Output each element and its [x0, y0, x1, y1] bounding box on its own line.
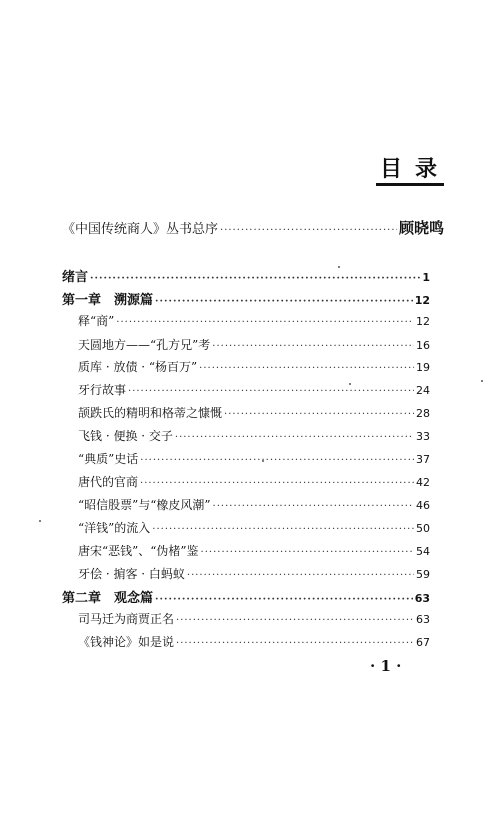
preface-author: 顾晓鸣 [398, 219, 444, 237]
toc-entry [78, 450, 430, 467]
scan-speck [349, 383, 351, 385]
title-underline [376, 183, 444, 186]
dot-leader [155, 296, 413, 307]
entry-title: 第一章 溯源篇 [62, 293, 154, 308]
entry-page: 54 [416, 545, 430, 558]
entry-title: “洋钱”的流入 [78, 521, 151, 535]
entry-title: 唐代的官商 [78, 475, 139, 489]
dot-leader [187, 570, 414, 581]
toc-entry [78, 358, 430, 375]
entry-title: 第二章 观念篇 [62, 591, 154, 606]
toc-entry [78, 610, 430, 627]
dot-leader [199, 363, 414, 374]
dot-leader [224, 409, 414, 420]
entry-page: 63 [414, 592, 430, 605]
entry-page: 42 [416, 476, 430, 489]
dot-leader [128, 386, 414, 397]
toc-entry [78, 473, 430, 490]
toc-entry [78, 565, 430, 582]
dot-leader [140, 455, 414, 466]
entry-page: 46 [416, 499, 430, 512]
toc-entry [78, 542, 430, 559]
entry-title: 释“商” [78, 314, 115, 328]
entry-title: 司马迁为商贾正名 [78, 612, 175, 626]
dot-leader [220, 225, 397, 236]
entry-page: 33 [416, 430, 430, 443]
entry-page: 12 [414, 294, 430, 307]
entry-page: 37 [416, 453, 430, 466]
entry-page: 1 [422, 271, 430, 284]
entry-title: “典质”史话 [78, 452, 139, 466]
entry-title: 质库 · 放债 · “杨百万” [78, 360, 198, 374]
preface-entry [62, 217, 444, 238]
dot-leader [175, 432, 414, 443]
toc-entry [78, 633, 430, 650]
entry-page: 59 [416, 568, 430, 581]
entry-title: 飞钱 · 便换 · 交子 [78, 429, 173, 443]
entry-title: 牙行故事 [78, 383, 127, 397]
dot-leader [116, 317, 414, 328]
preface-title: 《中国传统商人》丛书总序 [62, 222, 219, 237]
toc-entry [62, 266, 430, 285]
toc-entry [78, 496, 430, 513]
entry-page: 16 [416, 339, 430, 352]
entry-page: 50 [416, 522, 430, 535]
dot-leader [201, 547, 414, 558]
toc-entry [78, 404, 430, 421]
entry-page: 19 [416, 361, 430, 374]
entry-title: 《钱神论》如是说 [78, 635, 175, 649]
entry-title: 牙侩 · 掮客 · 白蚂蚁 [78, 567, 185, 581]
scan-speck [39, 520, 41, 522]
toc-entry [62, 289, 430, 308]
dot-leader [90, 273, 420, 284]
entry-title: 颉跌氏的精明和格蒂之慷慨 [78, 406, 223, 420]
dot-leader [176, 615, 414, 626]
entry-title: “昭信股票”与“橡皮风潮” [78, 498, 211, 512]
entry-page: 12 [416, 315, 430, 328]
toc-entry [78, 427, 430, 444]
entry-page: 24 [416, 384, 430, 397]
page-number: · 1 · [370, 657, 402, 675]
toc-entry [78, 312, 430, 329]
dot-leader [140, 478, 414, 489]
toc-entry [78, 381, 430, 398]
entry-title: 唐宋“恶钱”、“伪楮”鉴 [78, 544, 199, 558]
dot-leader [213, 501, 414, 512]
dot-leader [212, 341, 414, 352]
toc-entry [78, 519, 430, 536]
page-title: 目录 [380, 156, 451, 182]
scan-speck [338, 266, 340, 268]
entry-page: 28 [416, 407, 430, 420]
entry-title: 天圆地方——“孔方兄”考 [78, 338, 211, 352]
toc-entry [62, 587, 430, 606]
toc-entry [78, 336, 430, 353]
entry-page: 63 [416, 613, 430, 626]
scan-speck [262, 460, 264, 462]
scan-speck [481, 380, 483, 382]
dot-leader [155, 594, 413, 605]
dot-leader [176, 638, 414, 649]
entry-page: 67 [416, 636, 430, 649]
entry-title: 绪言 [62, 270, 89, 285]
dot-leader [152, 524, 414, 535]
